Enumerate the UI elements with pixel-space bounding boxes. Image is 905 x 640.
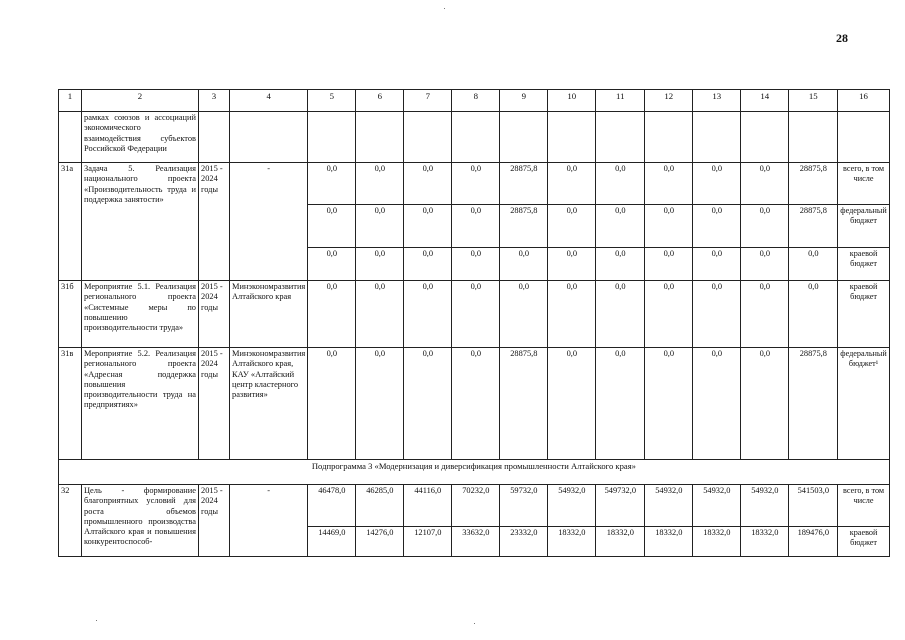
budget-table [58,89,890,557]
header-cell: 11 [596,90,645,112]
funding-source-cell: федеральный бюджет [838,205,890,248]
header-cell: 1 [59,90,82,112]
value-cell: 28875,8 [500,205,548,248]
value-cell: 0,0 [452,281,500,348]
value-cell: 0,0 [693,281,741,348]
header-row [59,90,890,112]
value-cell: 0,0 [452,163,500,205]
value-cell: 0,0 [452,205,500,248]
value-cell: 18332,0 [645,527,693,557]
header-cell: 2 [82,90,199,112]
scan-speck [444,8,445,9]
value-cell: 0,0 [548,281,596,348]
years-cell: 2015 - 2024 годы [199,485,230,557]
value-cell: 14469,0 [308,527,356,557]
header-cell: 9 [500,90,548,112]
value-cell: 0,0 [693,163,741,205]
header-cell: 10 [548,90,596,112]
value-cell: 0,0 [452,248,500,281]
header-cell: 7 [404,90,452,112]
value-cell: 0,0 [741,205,789,248]
funding-source-cell: краевой бюджет [838,281,890,348]
value-cell: 0,0 [596,163,645,205]
value-cell: 0,0 [308,163,356,205]
value-cell: 0,0 [356,281,404,348]
value-cell: 0,0 [404,348,452,460]
value-cell: 0,0 [548,248,596,281]
table-row [59,485,890,527]
value-cell: 0,0 [645,248,693,281]
value-cell: 0,0 [741,163,789,205]
header-cell: 5 [308,90,356,112]
table-row [59,281,890,348]
value-cell: 46478,0 [308,485,356,527]
value-cell: 28875,8 [789,348,838,460]
scan-speck [96,620,97,621]
value-cell: 23332,0 [500,527,548,557]
header-cell: 4 [230,90,308,112]
value-cell: 0,0 [645,205,693,248]
value-cell: 18332,0 [596,527,645,557]
value-cell: 28875,8 [789,205,838,248]
value-cell: 18332,0 [548,527,596,557]
value-cell: 18332,0 [693,527,741,557]
header-cell: 6 [356,90,404,112]
value-cell: 189476,0 [789,527,838,557]
measure-name-cell: Мероприятие 5.2. Реализация регионального проекта «Адресная поддержка повышения производительности труда на предприятиях» [82,348,199,460]
header-cell: 3 [199,90,230,112]
years-cell: 2015 - 2024 годы [199,281,230,348]
executor-cell: Минэкономразвития Алтайского края, КАУ «Алтайский центр кластерного развития» [230,348,308,460]
value-cell: 0,0 [404,163,452,205]
value-cell: 46285,0 [356,485,404,527]
header-cell: 16 [838,90,890,112]
header-cell: 12 [645,90,693,112]
funding-source-cell: всего, в том числе [838,485,890,527]
value-cell: 54932,0 [741,485,789,527]
executor-cell: Минэкономразвития Алтайского края [230,281,308,348]
value-cell: 0,0 [500,281,548,348]
value-cell: 0,0 [596,205,645,248]
header-cell: 15 [789,90,838,112]
value-cell: 18332,0 [741,527,789,557]
funding-source-cell: федеральный бюджет¹ [838,348,890,460]
value-cell: 14276,0 [356,527,404,557]
value-cell: 0,0 [356,205,404,248]
years-cell: 2015 - 2024 годы [199,163,230,281]
row-code: 31а [59,163,82,281]
row-code: 31в [59,348,82,460]
value-cell: 0,0 [452,348,500,460]
value-cell: 0,0 [404,248,452,281]
value-cell: 0,0 [548,163,596,205]
funding-source-cell: всего, в том числе [838,163,890,205]
measure-name-cell: рамках союзов и ассоциаций экономического взаимодействия субъектов Российской Федерации [82,112,199,163]
value-cell: 0,0 [500,248,548,281]
value-cell: 54932,0 [548,485,596,527]
value-cell: 28875,8 [789,163,838,205]
value-cell: 0,0 [308,205,356,248]
value-cell: 0,0 [596,348,645,460]
value-cell: 0,0 [548,348,596,460]
value-cell: 54932,0 [645,485,693,527]
header-cell: 14 [741,90,789,112]
executor-cell: - [230,485,308,557]
value-cell: 0,0 [308,281,356,348]
value-cell: 54932,0 [693,485,741,527]
value-cell: 0,0 [548,205,596,248]
value-cell: 0,0 [356,248,404,281]
value-cell: 70232,0 [452,485,500,527]
value-cell: 59732,0 [500,485,548,527]
value-cell: 0,0 [596,281,645,348]
value-cell: 549732,0 [596,485,645,527]
value-cell: 0,0 [308,348,356,460]
value-cell: 0,0 [645,348,693,460]
value-cell: 0,0 [404,205,452,248]
measure-name-cell: Цель - формирование благоприятных условий для роста объемов промышленного производства Алтайского края и повышения конкурентоспособ- [82,485,199,557]
value-cell: 0,0 [693,205,741,248]
funding-source-cell: краевой бюджет [838,248,890,281]
value-cell: 0,0 [356,348,404,460]
value-cell: 0,0 [693,248,741,281]
value-cell: 0,0 [404,281,452,348]
funding-source-cell: краевой бюджет [838,527,890,557]
table-row [59,112,890,163]
value-cell: 0,0 [645,281,693,348]
value-cell: 28875,8 [500,163,548,205]
value-cell: 0,0 [789,281,838,348]
value-cell: 0,0 [693,348,741,460]
value-cell: 0,0 [741,248,789,281]
value-cell: 541503,0 [789,485,838,527]
subprogram-title: Подпрограмма 3 «Модернизация и диверсификация промышленности Алтайского края» [59,460,890,485]
value-cell: 33632,0 [452,527,500,557]
subprogram-row [59,460,890,485]
scan-speck [474,623,475,624]
table-row [59,348,890,460]
value-cell: 44116,0 [404,485,452,527]
value-cell: 0,0 [356,163,404,205]
value-cell: 0,0 [741,348,789,460]
header-cell: 13 [693,90,741,112]
row-code: 31б [59,281,82,348]
row-code: 32 [59,485,82,557]
executor-cell: - [230,163,308,281]
measure-name-cell: Задача 5. Реализация национального проекта «Производительность труда и поддержка занятости» [82,163,199,281]
value-cell: 0,0 [308,248,356,281]
value-cell: 0,0 [645,163,693,205]
value-cell: 0,0 [789,248,838,281]
value-cell: 0,0 [596,248,645,281]
header-cell: 8 [452,90,500,112]
measure-name-cell: Мероприятие 5.1. Реализация регионального проекта «Системные меры по повышению производительности труда» [82,281,199,348]
value-cell: 28875,8 [500,348,548,460]
value-cell: 0,0 [741,281,789,348]
page-number: 28 [836,31,848,45]
value-cell: 12107,0 [404,527,452,557]
years-cell: 2015 - 2024 годы [199,348,230,460]
table-row [59,163,890,205]
